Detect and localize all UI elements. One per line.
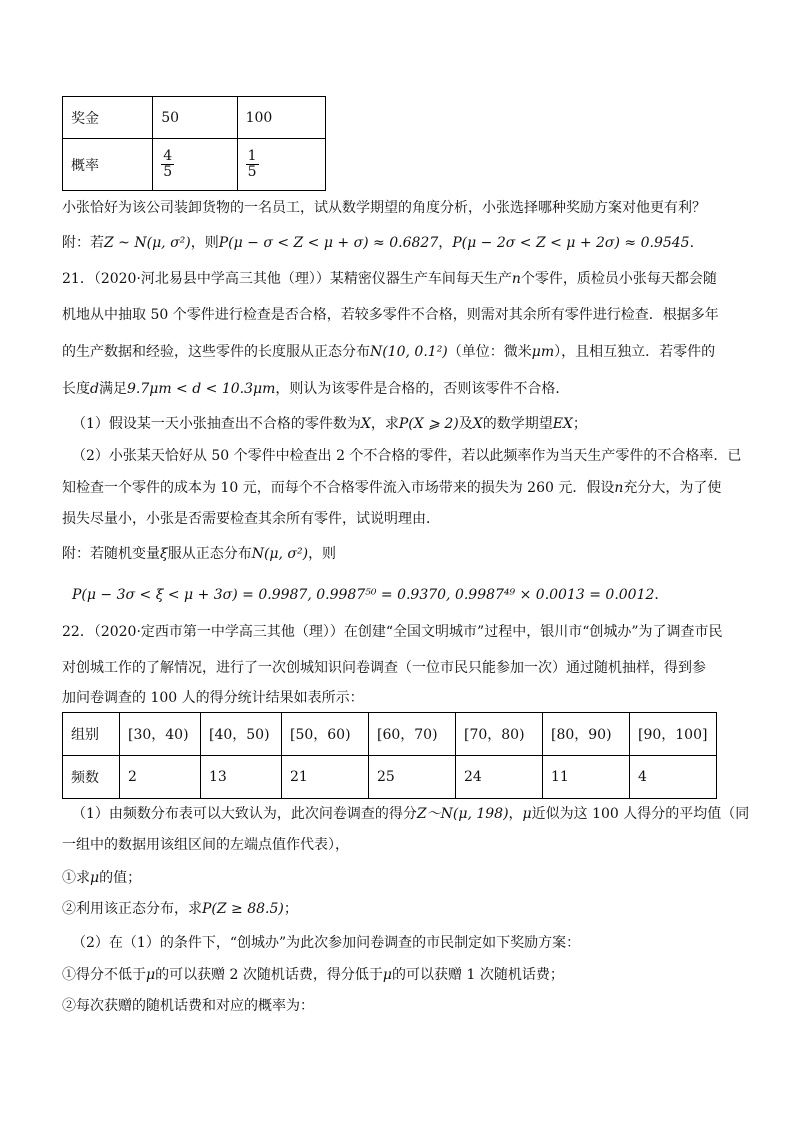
frequency-table-label-cell: 组别 [63, 713, 120, 756]
text: 附：若随机变量 [62, 546, 160, 562]
math-variable: X [472, 416, 483, 432]
frequency-table-label-cell: 频数 [63, 756, 120, 799]
math-variable: μ [522, 806, 532, 822]
frequency-table [62, 712, 717, 799]
text: 近似为这 100 人得分的平均值（同 [531, 806, 750, 822]
frequency-table-value-cell: 13 [201, 756, 282, 799]
frequency-table-header-cell: [40，50) [201, 713, 282, 756]
math-variable: μ [382, 967, 393, 983]
text: 长度 [62, 381, 90, 397]
fraction-denominator: 5 [163, 164, 173, 180]
text: 的值； [99, 870, 142, 886]
math-expression: P(μ − σ < Z < μ + σ) ≈ 0.6827 [218, 235, 439, 251]
frequency-table-header-cell: [50，60) [282, 713, 369, 756]
text: 服从正态分布 [167, 546, 252, 562]
reward-table-cell: 100 [237, 97, 325, 139]
text: ， [508, 806, 523, 822]
paragraph-line: 小张恰好为该公司装卸货物的一名员工，试从数学期望的角度分析，小张选择哪种奖励方案对他更有利？ [62, 200, 706, 216]
frequency-table-header-cell: [30，40) [120, 713, 201, 756]
sub-question-line [72, 414, 742, 434]
text: ，求 [370, 416, 399, 432]
text: ． [654, 587, 669, 603]
math-expression: P(μ − 3σ < ξ < μ + 3σ) = 0.9987, 0.9987⁵⁰ = 0.9370, 0.9987⁴⁹ × 0.0013 = 0.0012 [72, 587, 655, 603]
text: ①求 [62, 870, 90, 886]
frequency-table-value-cell: 24 [456, 756, 543, 799]
text: 的数学期望 [482, 416, 553, 432]
math-variable: n [614, 480, 624, 496]
frequency-table-header-cell: [90，100] [630, 713, 717, 756]
paragraph-line [62, 478, 732, 498]
fraction-numerator: 4 [163, 148, 173, 164]
math-expression: P(Z ≥ 88.5) [202, 901, 284, 917]
text: ，则认为该零件是合格的，否则该零件不合格． [275, 381, 570, 397]
paragraph-line: 对创城工作的了解情况，进行了一次创城知识问卷调查（一位市民只能参加一次）通过随机抽样，得到参 [62, 660, 706, 676]
frequency-table-value-cell: 21 [282, 756, 369, 799]
paragraph-line [62, 544, 732, 564]
text: . [689, 235, 695, 251]
formula-line [72, 585, 742, 605]
reward-table-cell [237, 139, 325, 191]
reward-table [62, 96, 326, 191]
math-variable: n [511, 271, 521, 287]
math-expression: Z～N(μ, 198) [416, 806, 509, 822]
paragraph-line [62, 233, 732, 253]
text: （1）假设某一天小张抽查出不合格的零件数为 [72, 416, 361, 432]
text: 及 [458, 416, 473, 432]
fraction [246, 149, 259, 180]
frequency-table-header-cell: [80，90) [543, 713, 630, 756]
text: 充分大，为了使 [623, 480, 722, 496]
math-expression: N(μ, σ²) [251, 546, 309, 562]
fraction [161, 149, 174, 180]
paragraph-line: 机地从中抽取 50 个零件进行检查是否合格，若较多零件不合格，则需对其余所有零件进行检查．根据多年 [62, 307, 719, 323]
math-expression: Z ~ N(μ, σ²) [104, 235, 191, 251]
text: ， [438, 235, 453, 251]
paragraph-line [72, 804, 750, 824]
paragraph-line: 加问卷调查的 100 人的得分统计结果如表所示： [62, 690, 364, 706]
text: 知检查一个零件的成本为 10 元，而每个不合格零件流入市场带来的损失为 260 元．假设 [62, 480, 615, 496]
frequency-table-value-cell: 4 [630, 756, 717, 799]
question-21-line [62, 269, 732, 289]
math-expression: N(10, 0.1²) [370, 344, 448, 360]
frequency-table-value-cell: 25 [369, 756, 456, 799]
text: 21．（2020·河北易县中学高三其他（理））某精密仪器生产车间每天生产 [62, 271, 512, 287]
text: ，则 [190, 235, 219, 251]
math-variable: μ [90, 870, 100, 886]
math-unit: μm [531, 344, 555, 360]
text: 附：若 [62, 235, 104, 251]
reward-table-label-cell: 概率 [63, 139, 153, 191]
text: 的可以获赠 2 次随机话费，得分低于 [155, 967, 383, 983]
math-variable: ξ [160, 546, 168, 562]
math-expression: P(μ − 2σ < Z < μ + 2σ) ≈ 0.9545 [452, 235, 690, 251]
question-22-line: 22．（2020·定西市第一中学高三其他（理））在创建“全国文明城市”过程中，银川市“创城办”为了调查市民 [62, 624, 723, 640]
text: （单位：微米 [447, 344, 532, 360]
paragraph-line: 损失尽量小，小张是否需要检查其余所有零件，试说明理由． [62, 511, 440, 527]
frequency-table-value-cell: 2 [120, 756, 201, 799]
sub-question-line: （2）小张某天恰好从 50 个零件中检查出 2 个不合格的零件，若以此频率作为当天生产零件的不合格率．已 [72, 448, 742, 464]
frequency-table-header-row [63, 713, 717, 756]
text: ，则 [308, 546, 337, 562]
text: 满足 [98, 381, 127, 397]
text: 的可以获赠 1 次随机话费； [392, 967, 564, 983]
frequency-table-value-cell: 11 [543, 756, 630, 799]
text: ； [572, 416, 587, 432]
paragraph-line [62, 868, 732, 888]
text: （1）由频数分布表可以大致认为，此次问卷调查的得分 [72, 806, 417, 822]
reward-table-cell: 50 [153, 97, 237, 139]
paragraph-line [62, 965, 732, 985]
text: 的生产数据和经验，这些零件的长度服从正态分布 [62, 344, 370, 360]
math-variable: X [360, 416, 371, 432]
text: ①得分不低于 [62, 967, 146, 983]
fraction-denominator: 5 [247, 164, 257, 180]
reward-table-cell [153, 139, 237, 191]
fraction-numerator: 1 [247, 148, 257, 164]
paragraph-line [62, 899, 732, 919]
frequency-table-header-cell: [60，70) [369, 713, 456, 756]
math-expression: EX [552, 416, 573, 432]
text: ），且相互独立．若零件的 [554, 344, 716, 360]
paragraph-line [62, 379, 732, 399]
frequency-table-header-cell: [70，80) [456, 713, 543, 756]
paragraph-line: （2）在（1）的条件下，“创城办”为此次参加问卷调查的市民制定如下奖励方案： [72, 935, 581, 951]
paragraph-line [62, 342, 732, 362]
text: ； [283, 901, 298, 917]
paragraph-line: ②每次获赠的随机话费和对应的概率为： [62, 998, 314, 1014]
frequency-table-value-row [63, 756, 717, 799]
math-expression: P(X ⩾ 2) [398, 416, 459, 432]
text: 个零件，质检员小张每天都会随 [520, 271, 717, 287]
text: ②利用该正态分布，求 [62, 901, 202, 917]
reward-table-label-cell: 奖金 [63, 97, 153, 139]
math-variable: d [90, 381, 99, 397]
paragraph-line: 一组中的数据用该组区间的左端点值作代表）， [62, 837, 349, 853]
math-variable: μ [146, 967, 156, 983]
math-expression: 9.7μm < d < 10.3μm [126, 381, 276, 397]
